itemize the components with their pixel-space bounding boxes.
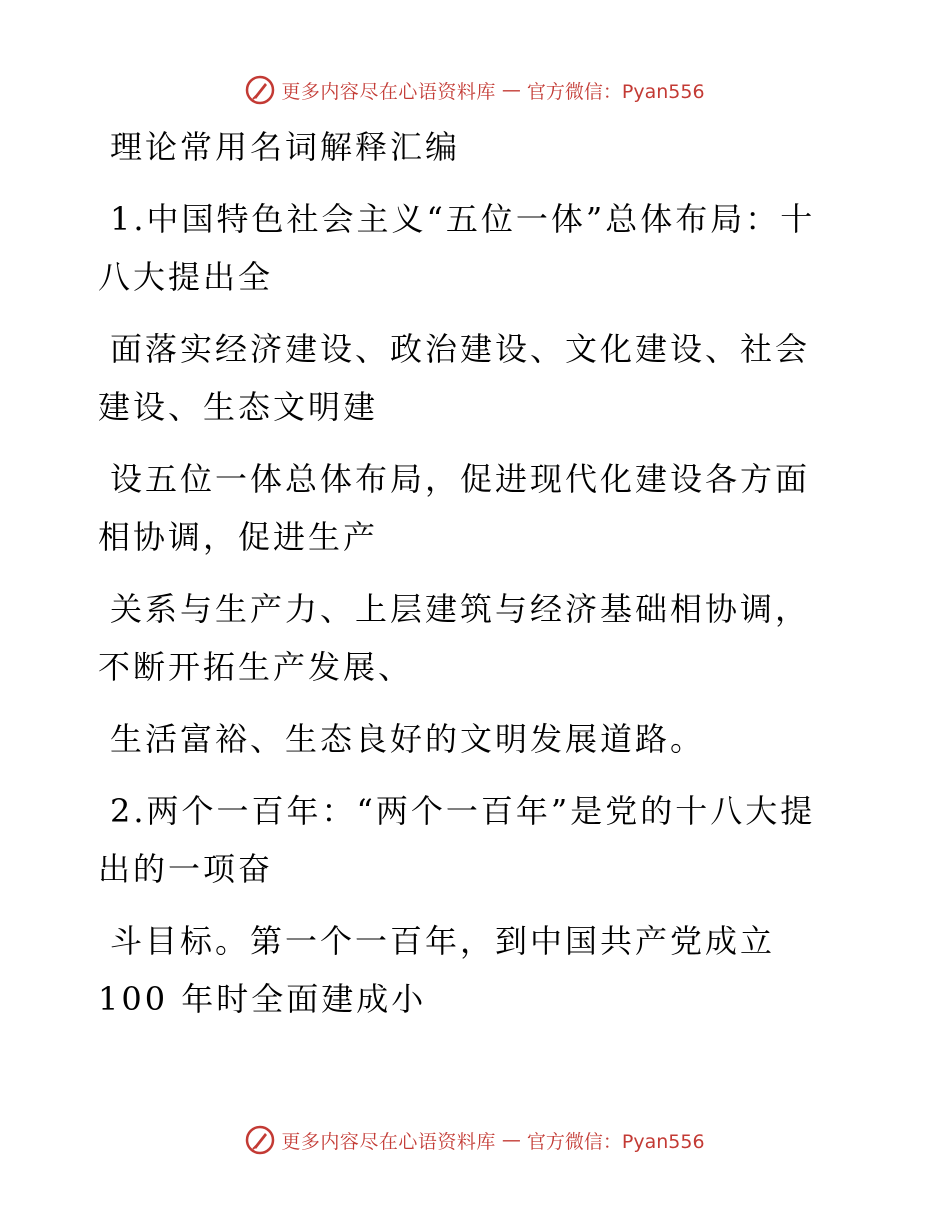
banner-separator: —: [501, 79, 521, 101]
paragraph-1: 1.中国特色社会主义“五位一体”总体布局：十八大提出全: [98, 200, 816, 296]
document-title: 理论常用名词解释汇编: [110, 128, 461, 166]
banner-separator: —: [501, 1129, 521, 1151]
banner-main-text: 更多内容尽在心语资料库: [281, 80, 496, 103]
quill-logo-icon: [245, 75, 275, 105]
banner-wechat-text: 官方微信：Pyan556: [526, 1130, 705, 1153]
document-body: [98, 118, 838, 1028]
paragraph-7: 斗目标。第一个一百年，到中国共产党成立 100 年时全面建成小: [98, 922, 776, 1018]
quill-logo-icon: [245, 1125, 275, 1155]
paragraph-2: 面落实经济建设、政治建设、文化建设、社会建设、生态文明建: [98, 330, 811, 426]
paragraph-5: 生活富裕、生态良好的文明发展道路。: [110, 720, 706, 758]
paragraph-4: 关系与生产力、上层建筑与经济基础相协调，不断开拓生产发展、: [98, 590, 811, 686]
paragraph-6: 2.两个一百年：“两个一百年”是党的十八大提出的一项奋: [98, 792, 816, 888]
header-watermark-banner: [0, 70, 950, 110]
footer-watermark-banner: [0, 1120, 950, 1160]
paragraph-3: 设五位一体总体布局，促进现代化建设各方面相协调，促进生产: [98, 460, 811, 556]
banner-wechat-text: 官方微信：Pyan556: [526, 80, 705, 103]
banner-main-text: 更多内容尽在心语资料库: [281, 1130, 496, 1153]
